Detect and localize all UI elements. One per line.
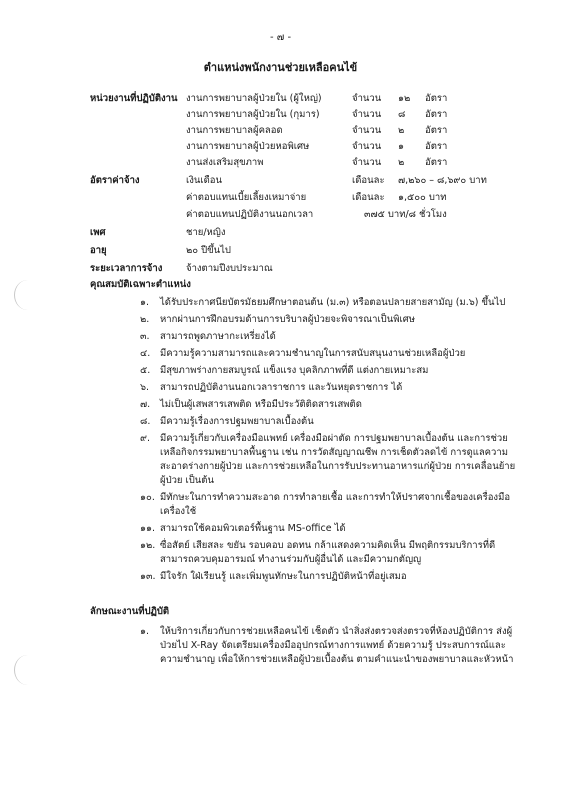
item-number: ๔. bbox=[140, 348, 151, 359]
item-text: หากผ่านการฝึกอบรมด้านการบริบาลผู้ป่วยจะพิจารณาเป็นพิเศษ bbox=[160, 314, 416, 325]
wage-item: ค่าตอบแทนปฏิบัติงานนอกเวลา bbox=[186, 209, 314, 220]
item-text: ให้บริการเกี่ยวกับการช่วยเหลือคนไข้ เช็ดตัว นำสิ่งส่งตรวจส่งตรวจที่ห้องปฏิบัติการ ส่งผู้ป่วยไป X-Ray จัดเตรียมเครื่องมืออุปกรณ์ทางการแพทย์ ด้วยความรู้ ประสบการณ์และความชำนาญ เพื่อให้การช่วยเหลือผู้ป่วยเบื้องต้น ตามคำแนะนำของพยาบาลและหัวหน้า bbox=[160, 626, 514, 665]
unit-rate: อัตรา bbox=[425, 125, 448, 136]
item-text: ไม่เป็นผู้เสพสารเสพติด หรือมีประวัติติดสารเสพติด bbox=[160, 399, 362, 410]
unit-name: งานการพยาบาลผู้ป่วยใน (กุมาร) bbox=[186, 109, 320, 120]
unit-qty-label: จำนวน bbox=[352, 109, 382, 120]
age-label: อายุ bbox=[90, 245, 107, 256]
qualifications-list bbox=[140, 296, 520, 587]
item-number: ๘. bbox=[140, 416, 151, 427]
unit-qty-label: จำนวน bbox=[352, 93, 382, 104]
sex-value: ชาย/หญิง bbox=[186, 227, 226, 238]
list-item bbox=[140, 415, 520, 429]
wage-value: ๗,๒๖๐ – ๘,๖๙๐ บาท bbox=[398, 175, 487, 186]
list-item bbox=[140, 570, 520, 584]
unit-rate: อัตรา bbox=[425, 93, 448, 104]
item-text: ซื่อสัตย์ เสียสละ ขยัน รอบคอบ อดทน กล้าแสดงความคิดเห็น มีพฤติกรรมบริการที่ดี สามารถควบคุมอารมณ์ ทำงานร่วมกับผู้อื่นได้ และมีความกตัญญู bbox=[160, 540, 496, 565]
unit-name: งานการพยาบาลผู้ป่วยใน (ผู้ใหญ่) bbox=[186, 93, 322, 104]
item-number: ๑. bbox=[140, 626, 150, 637]
unit-qty: ๘ bbox=[398, 109, 406, 120]
wage-label: อัตราค่าจ้าง bbox=[90, 175, 140, 186]
item-number: ๒. bbox=[140, 314, 150, 325]
list-item bbox=[140, 296, 520, 310]
item-text: สามารถพูดภาษากะเหรี่ยงได้ bbox=[160, 331, 276, 342]
list-item bbox=[140, 539, 520, 567]
wage-value: ๓๗๕ บาท/๘ ชั่วโมง bbox=[364, 209, 447, 220]
unit-qty-label: จำนวน bbox=[352, 157, 382, 168]
list-item bbox=[140, 625, 520, 667]
list-item bbox=[140, 364, 520, 378]
unit-name: งานการพยาบาลผู้คลอด bbox=[186, 125, 283, 136]
qualifications-heading: คุณสมบัติเฉพาะตำแหน่ง bbox=[90, 279, 191, 290]
item-text: มีความรู้เรื่องการปฐมพยาบาลเบื้องต้น bbox=[160, 416, 314, 427]
list-item bbox=[140, 491, 520, 519]
item-number: ๑๒. bbox=[140, 540, 156, 551]
list-item bbox=[140, 432, 520, 488]
item-text: มีความรู้เกี่ยวกับเครื่องมือแพทย์ เครื่องมือผ่าตัด การปฐมพยาบาลเบื้องต้น และการช่วยเหลือกิจกรรมพยาบาลพื้นฐาน เช่น การวัดสัญญาณชีพ การเช็ดตัวลดไข้ การดูแลความสะอาดร่างกายผู้ป่วย และการช่วยเหลือในการรับประทานอาหารแก่ผู้ป่วย การเคลื่อนย้ายผู้ป่วย เป็นต้น bbox=[160, 433, 516, 486]
term-label: ระยะเวลาการจ้าง bbox=[90, 263, 163, 274]
unit-qty: ๒ bbox=[398, 157, 405, 168]
duties-heading: ลักษณะงานที่ปฏิบัติ bbox=[90, 606, 170, 617]
age-value: ๒๐ ปีขึ้นไป bbox=[186, 245, 231, 256]
wage-item: เงินเดือน bbox=[186, 175, 222, 186]
duties-list bbox=[140, 625, 520, 670]
unit-rate: อัตรา bbox=[425, 109, 448, 120]
item-number: ๑๓. bbox=[140, 571, 156, 582]
item-text: มีสุขภาพร่างกายสมบูรณ์ แข็งแรง บุคลิกภาพที่ดี แต่งกายเหมาะสม bbox=[160, 365, 429, 376]
wage-item: ค่าตอบแทนเบี้ยเลี้ยงเหมาจ่าย bbox=[186, 192, 307, 203]
unit-qty-label: จำนวน bbox=[352, 125, 382, 136]
unit-rate: อัตรา bbox=[425, 141, 448, 152]
item-text: ได้รับประกาศนียบัตรมัธยมศึกษาตอนต้น (ม.๓) หรือตอนปลายสายสามัญ (ม.๖) ขึ้นไป bbox=[160, 297, 506, 308]
unit-qty: ๒ bbox=[398, 125, 405, 136]
list-item bbox=[140, 398, 520, 412]
wage-value: ๑,๕๐๐ บาท bbox=[398, 192, 447, 203]
list-item bbox=[140, 313, 520, 327]
item-text: สามารถใช้คอมพิวเตอร์พื้นฐาน MS-office ได้ bbox=[160, 523, 346, 534]
item-number: ๕. bbox=[140, 365, 151, 376]
sex-label: เพศ bbox=[90, 227, 106, 238]
term-value: จ้างตามปีงบประมาณ bbox=[186, 263, 273, 274]
unit-label: หน่วยงานที่ปฏิบัติงาน bbox=[90, 93, 178, 104]
unit-qty-label: จำนวน bbox=[352, 141, 382, 152]
unit-qty: ๑ bbox=[398, 141, 405, 152]
item-text: สามารถปฏิบัติงานนอกเวลาราชการ และวันหยุดราชการ ได้ bbox=[160, 382, 403, 393]
item-number: ๖. bbox=[140, 382, 150, 393]
wage-period: เดือนละ bbox=[352, 192, 385, 203]
item-number: ๙. bbox=[140, 433, 150, 444]
wage-period: เดือนละ bbox=[352, 175, 385, 186]
item-number: ๓. bbox=[140, 331, 150, 342]
item-text: มีใจรัก ใฝ่เรียนรู้ และเพิ่มพูนทักษะในการปฏิบัติหน้าที่อยู่เสมอ bbox=[160, 571, 407, 582]
page-title: ตำแหน่งพนักงานช่วยเหลือคนไข้ bbox=[203, 61, 358, 74]
scan-edge-mark bbox=[14, 280, 41, 310]
item-text: มีความรู้ความสามารถและความชำนาญในการสนับสนุนงานช่วยเหลือผู้ป่วย bbox=[160, 348, 466, 359]
unit-name: งานส่งเสริมสุขภาพ bbox=[186, 157, 264, 168]
item-number: ๑๐. bbox=[140, 492, 155, 503]
scan-edge-mark bbox=[14, 655, 41, 685]
unit-qty: ๑๒ bbox=[398, 93, 411, 104]
list-item bbox=[140, 381, 520, 395]
item-number: ๑๑. bbox=[140, 523, 156, 534]
item-text: มีทักษะในการทำความสะอาด การทำลายเชื้อ และการทำให้ปราศจากเชื้อของเครื่องมือเครื่องใช้ bbox=[160, 492, 511, 517]
page-number: - ๗ - bbox=[269, 32, 292, 43]
list-item bbox=[140, 330, 520, 344]
list-item bbox=[140, 347, 520, 361]
unit-rate: อัตรา bbox=[425, 157, 448, 168]
item-number: ๑. bbox=[140, 297, 150, 308]
unit-name: งานการพยาบาลผู้ป่วยหอพิเศษ bbox=[186, 141, 310, 152]
item-number: ๗. bbox=[140, 399, 151, 410]
list-item bbox=[140, 522, 520, 536]
